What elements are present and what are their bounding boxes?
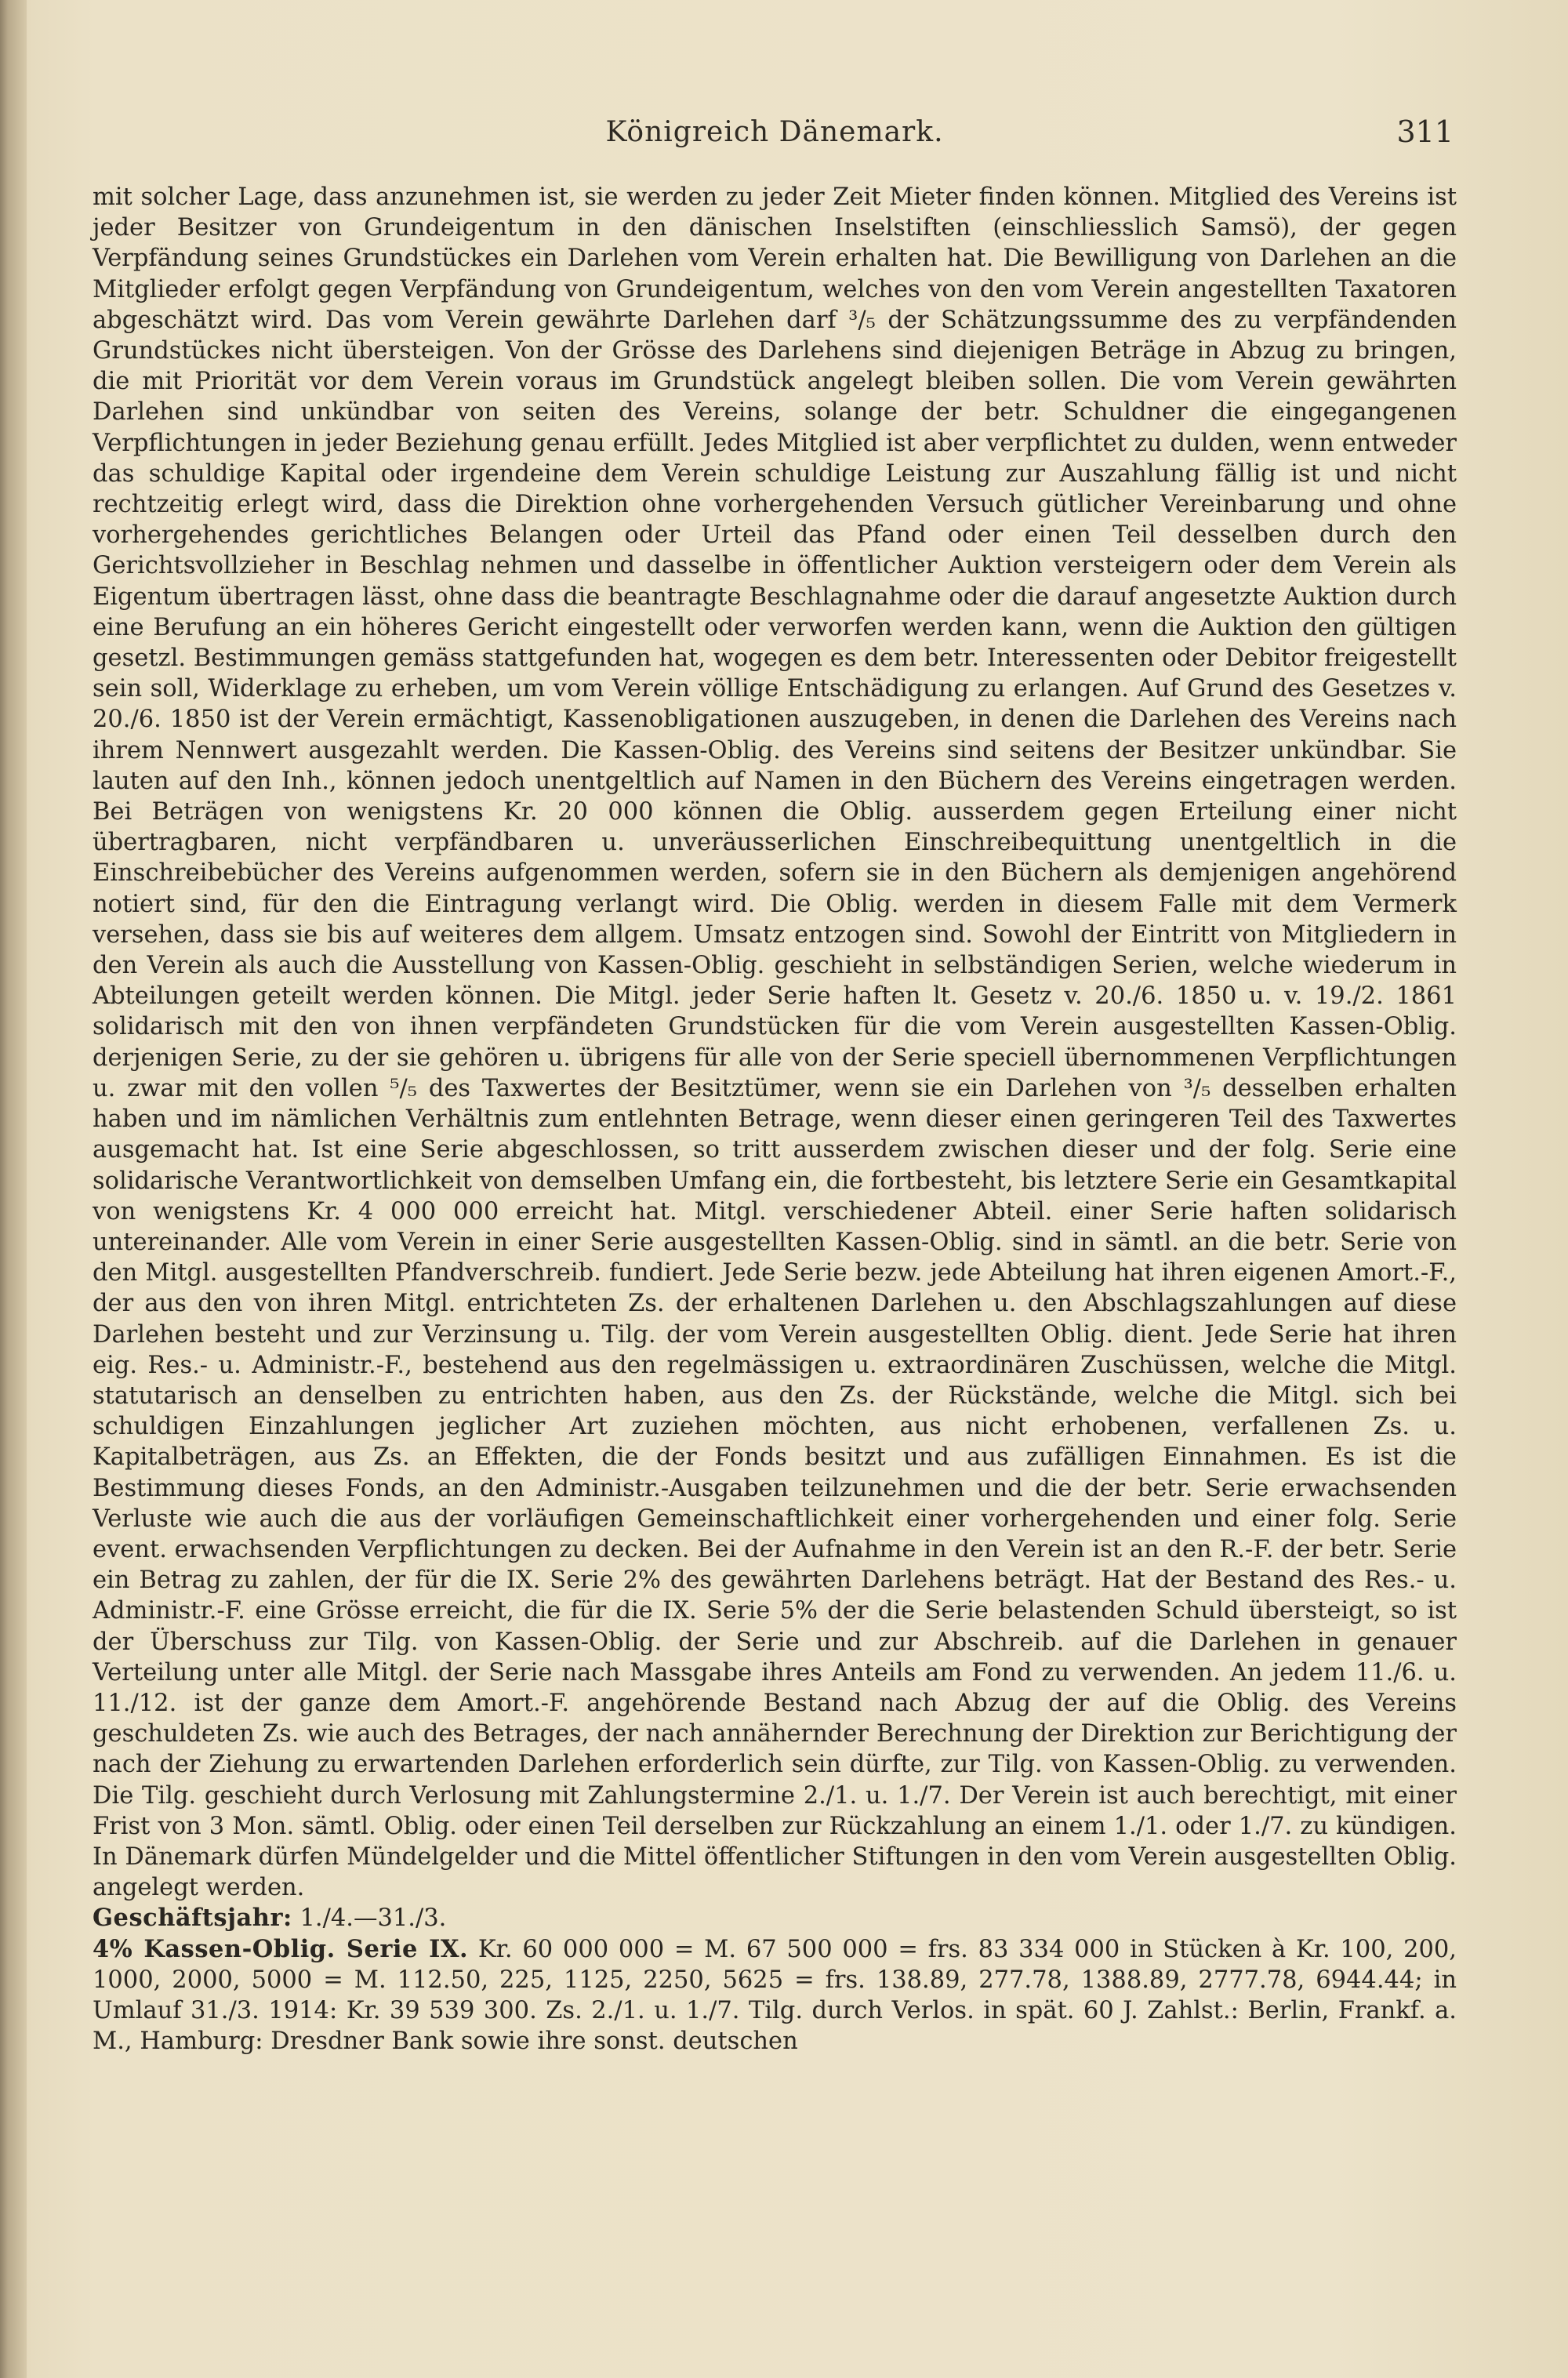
fiscal-year-line <box>93 1903 1457 1933</box>
running-title: Königreich Dänemark. <box>605 115 944 148</box>
page-gutter-shadow <box>0 0 27 2378</box>
body-text <box>93 182 1457 2057</box>
page-header <box>93 108 1457 155</box>
fiscal-year-label: Geschäftsjahr: <box>93 1904 292 1933</box>
bond-series-label: 4% Kassen-Oblig. Serie IX. <box>93 1934 469 1963</box>
bond-series-paragraph <box>93 1934 1457 2057</box>
page-number: 311 <box>1396 114 1454 149</box>
bond-series-text: Kr. 60 000 000 = M. 67 500 000 = frs. 83 334 000 in Stücken à Kr. 100, 200, 1000, 2000, 5000 = M. 112.50, 225, 1125, 2250, 5625 = frs. 138.89, 277.78, 1388.89, 2777.78, 6944.44; in Umlauf 31./3. 1914: Kr. 39 539 300. Zs. 2./1. u. 1./7. Tilg. durch Verlos. in spät. 60 J. Zahlst.: Berlin, Frankf. a. M., Hamburg: Dresdner Bank sowie ihre sonst. deutschen <box>93 1935 1457 2056</box>
main-paragraph: mit solcher Lage, dass anzunehmen ist, sie werden zu jeder Zeit Mieter finden können. Mitglied des Vereins ist jeder Besitzer von Grundeigentum in den dänischen Inselstiften (einschliesslich Samsö), der gegen Verpfändung seines Grundstückes ein Darlehen vom Verein erhalten hat. Die Bewilligung von Darlehen an die Mitglieder erfolgt gegen Verpfändung von Grundeigentum, welches von den vom Verein angestellten Taxatoren abgeschätzt wird. Das vom Verein gewährte Darlehen darf ³/₅ der Schätzungssumme des zu verpfändenden Grundstückes nicht übersteigen. Von der Grösse des Darlehens sind diejenigen Beträge in Abzug zu bringen, die mit Priorität vor dem Verein voraus im Grundstück angelegt bleiben sollen. Die vom Verein gewährten Darlehen sind unkündbar von seiten des Vereins, solange der betr. Schuldner die eingegangenen Verpflichtungen in jeder Beziehung genau erfüllt. Jedes Mitglied ist aber verpflichtet zu dulden, wenn entweder das schuldige Kapital oder irgendeine dem Verein schuldige Leistung zur Auszahlung fällig ist und nicht rechtzeitig erlegt wird, dass die Direktion ohne vorhergehenden Versuch gütlicher Vereinbarung und ohne vorhergehendes gerichtliches Belangen oder Urteil das Pfand oder einen Teil desselben durch den Gerichtsvollzieher in Beschlag nehmen und dasselbe in öffentlicher Auktion versteigern oder dem Verein als Eigentum übertragen lässt, ohne dass die beantragte Beschlagnahme oder die darauf angesetzte Auktion durch eine Berufung an ein höheres Gericht eingestellt oder verworfen werden kann, wenn die Auktion den gültigen gesetzl. Bestimmungen gemäss stattgefunden hat, wogegen es dem betr. Interessenten oder Debitor freigestellt sein soll, Widerklage zu erheben, um vom Verein völlige Entschädigung zu erlangen. Auf Grund des Gesetzes v. 20./6. 1850 ist der Verein ermächtigt, Kassenobligationen auszugeben, in denen die Darlehen des Vereins nach ihrem Nennwert ausgezahlt werden. Die Kassen-Oblig. des Vereins sind seitens der Besitzer unkündbar. Sie lauten auf den Inh., können jedoch unentgeltlich auf Namen in den Büchern des Vereins eingetragen werden. Bei Beträgen von wenigstens Kr. 20 000 können die Oblig. ausserdem gegen Erteilung einer nicht übertragbaren, nicht verpfändbaren u. unveräusserlichen Einschreibequittung unentgeltlich in die Einschreibebücher des Vereins aufgenommen werden, sofern sie in den Büchern als demjenigen angehörend notiert sind, für den die Eintragung verlangt wird. Die Oblig. werden in diesem Falle mit dem Vermerk versehen, dass sie bis auf weiteres dem allgem. Umsatz entzogen sind. Sowohl der Eintritt von Mitgliedern in den Verein als auch die Ausstellung von Kassen-Oblig. geschieht in selbständigen Serien, welche wiederum in Abteilungen geteilt werden können. Die Mitgl. jeder Serie haften lt. Gesetz v. 20./6. 1850 u. v. 19./2. 1861 solidarisch mit den von ihnen verpfändeten Grundstücken für die vom Verein ausgestellten Kassen-Oblig. derjenigen Serie, zu der sie gehören u. übrigens für alle von der Serie speciell übernommenen Verpflichtungen u. zwar mit den vollen ⁵/₅ des Taxwertes der Besitztümer, wenn sie ein Darlehen von ³/₅ desselben erhalten haben und im nämlichen Verhältnis zum entlehnten Betrage, wenn dieser einen geringeren Teil des Taxwertes ausgemacht hat. Ist eine Serie abgeschlossen, so tritt ausserdem zwischen dieser und der folg. Serie eine solidarische Verantwortlichkeit von demselben Umfang ein, die fortbesteht, bis letztere Serie ein Gesamtkapital von wenigstens Kr. 4 000 000 erreicht hat. Mitgl. verschiedener Abteil. einer Serie haften solidarisch untereinander. Alle vom Verein in einer Serie ausgestellten Kassen-Oblig. sind in sämtl. an die betr. Serie von den Mitgl. ausgestellten Pfandverschreib. fundiert. Jede Serie bezw. jede Abteilung hat ihren eigenen Amort.-F., der aus den von ihren Mitgl. entrichteten Zs. der erhaltenen Darlehen u. den Abschlagszahlungen auf diese Darlehen besteht und zur Verzinsung u. Tilg. der vom Verein ausgestellten Oblig. dient. Jede Serie hat ihren eig. Res.- u. Administr.-F., bestehend aus den regelmässigen u. extraordinären Zuschüssen, welche die Mitgl. statutarisch an denselben zu entrichten haben, aus den Zs. der Rückstände, welche die Mitgl. sich bei schuldigen Einzahlungen jeglicher Art zuziehen möchten, aus nicht erhobenen, verfallenen Zs. u. Kapitalbeträgen, aus Zs. an Effekten, die der Fonds besitzt und aus zufälligen Einnahmen. Es ist die Bestimmung dieses Fonds, an den Administr.-Ausgaben teilzunehmen und die der betr. Serie erwachsenden Verluste wie auch die aus der vorläufigen Gemeinschaftlichkeit einer vorhergehenden und einer folg. Serie event. erwachsenden Verpflichtungen zu decken. Bei der Aufnahme in den Verein ist an den R.-F. der betr. Serie ein Betrag zu zahlen, der für die IX. Serie 2% des gewährten Darlehens beträgt. Hat der Bestand des Res.- u. Administr.-F. eine Grösse erreicht, die für die IX. Serie 5% der die Serie belastenden Schuld übersteigt, so ist der Überschuss zur Tilg. von Kassen-Oblig. der Serie und zur Abschreib. auf die Darlehen in genauer Verteilung unter alle Mitgl. der Serie nach Massgabe ihres Anteils am Fond zu verwenden. An jedem 11./6. u. 11./12. ist der ganze dem Amort.-F. angehörende Bestand nach Abzug der auf die Oblig. des Vereins geschuldeten Zs. wie auch des Betrages, der nach annähernder Berechnung der Direktion zur Berichtigung der nach der Ziehung zu erwartenden Darlehen erforderlich sein dürfte, zur Tilg. von Kassen-Oblig. zu verwenden. Die Tilg. geschieht durch Verlosung mit Zahlungstermine 2./1. u. 1./7. Der Verein ist auch berechtigt, mit einer Frist von 3 Mon. sämtl. Oblig. oder einen Teil derselben zur Rückzahlung an einem 1./1. oder 1./7. zu kündigen. In Dänemark dürfen Mündelgelder und die Mittel öffentlicher Stiftungen in den vom Verein ausgestellten Oblig. angelegt werden. <box>93 183 1457 1902</box>
fiscal-year-value: 1./4.—31./3. <box>292 1904 447 1933</box>
